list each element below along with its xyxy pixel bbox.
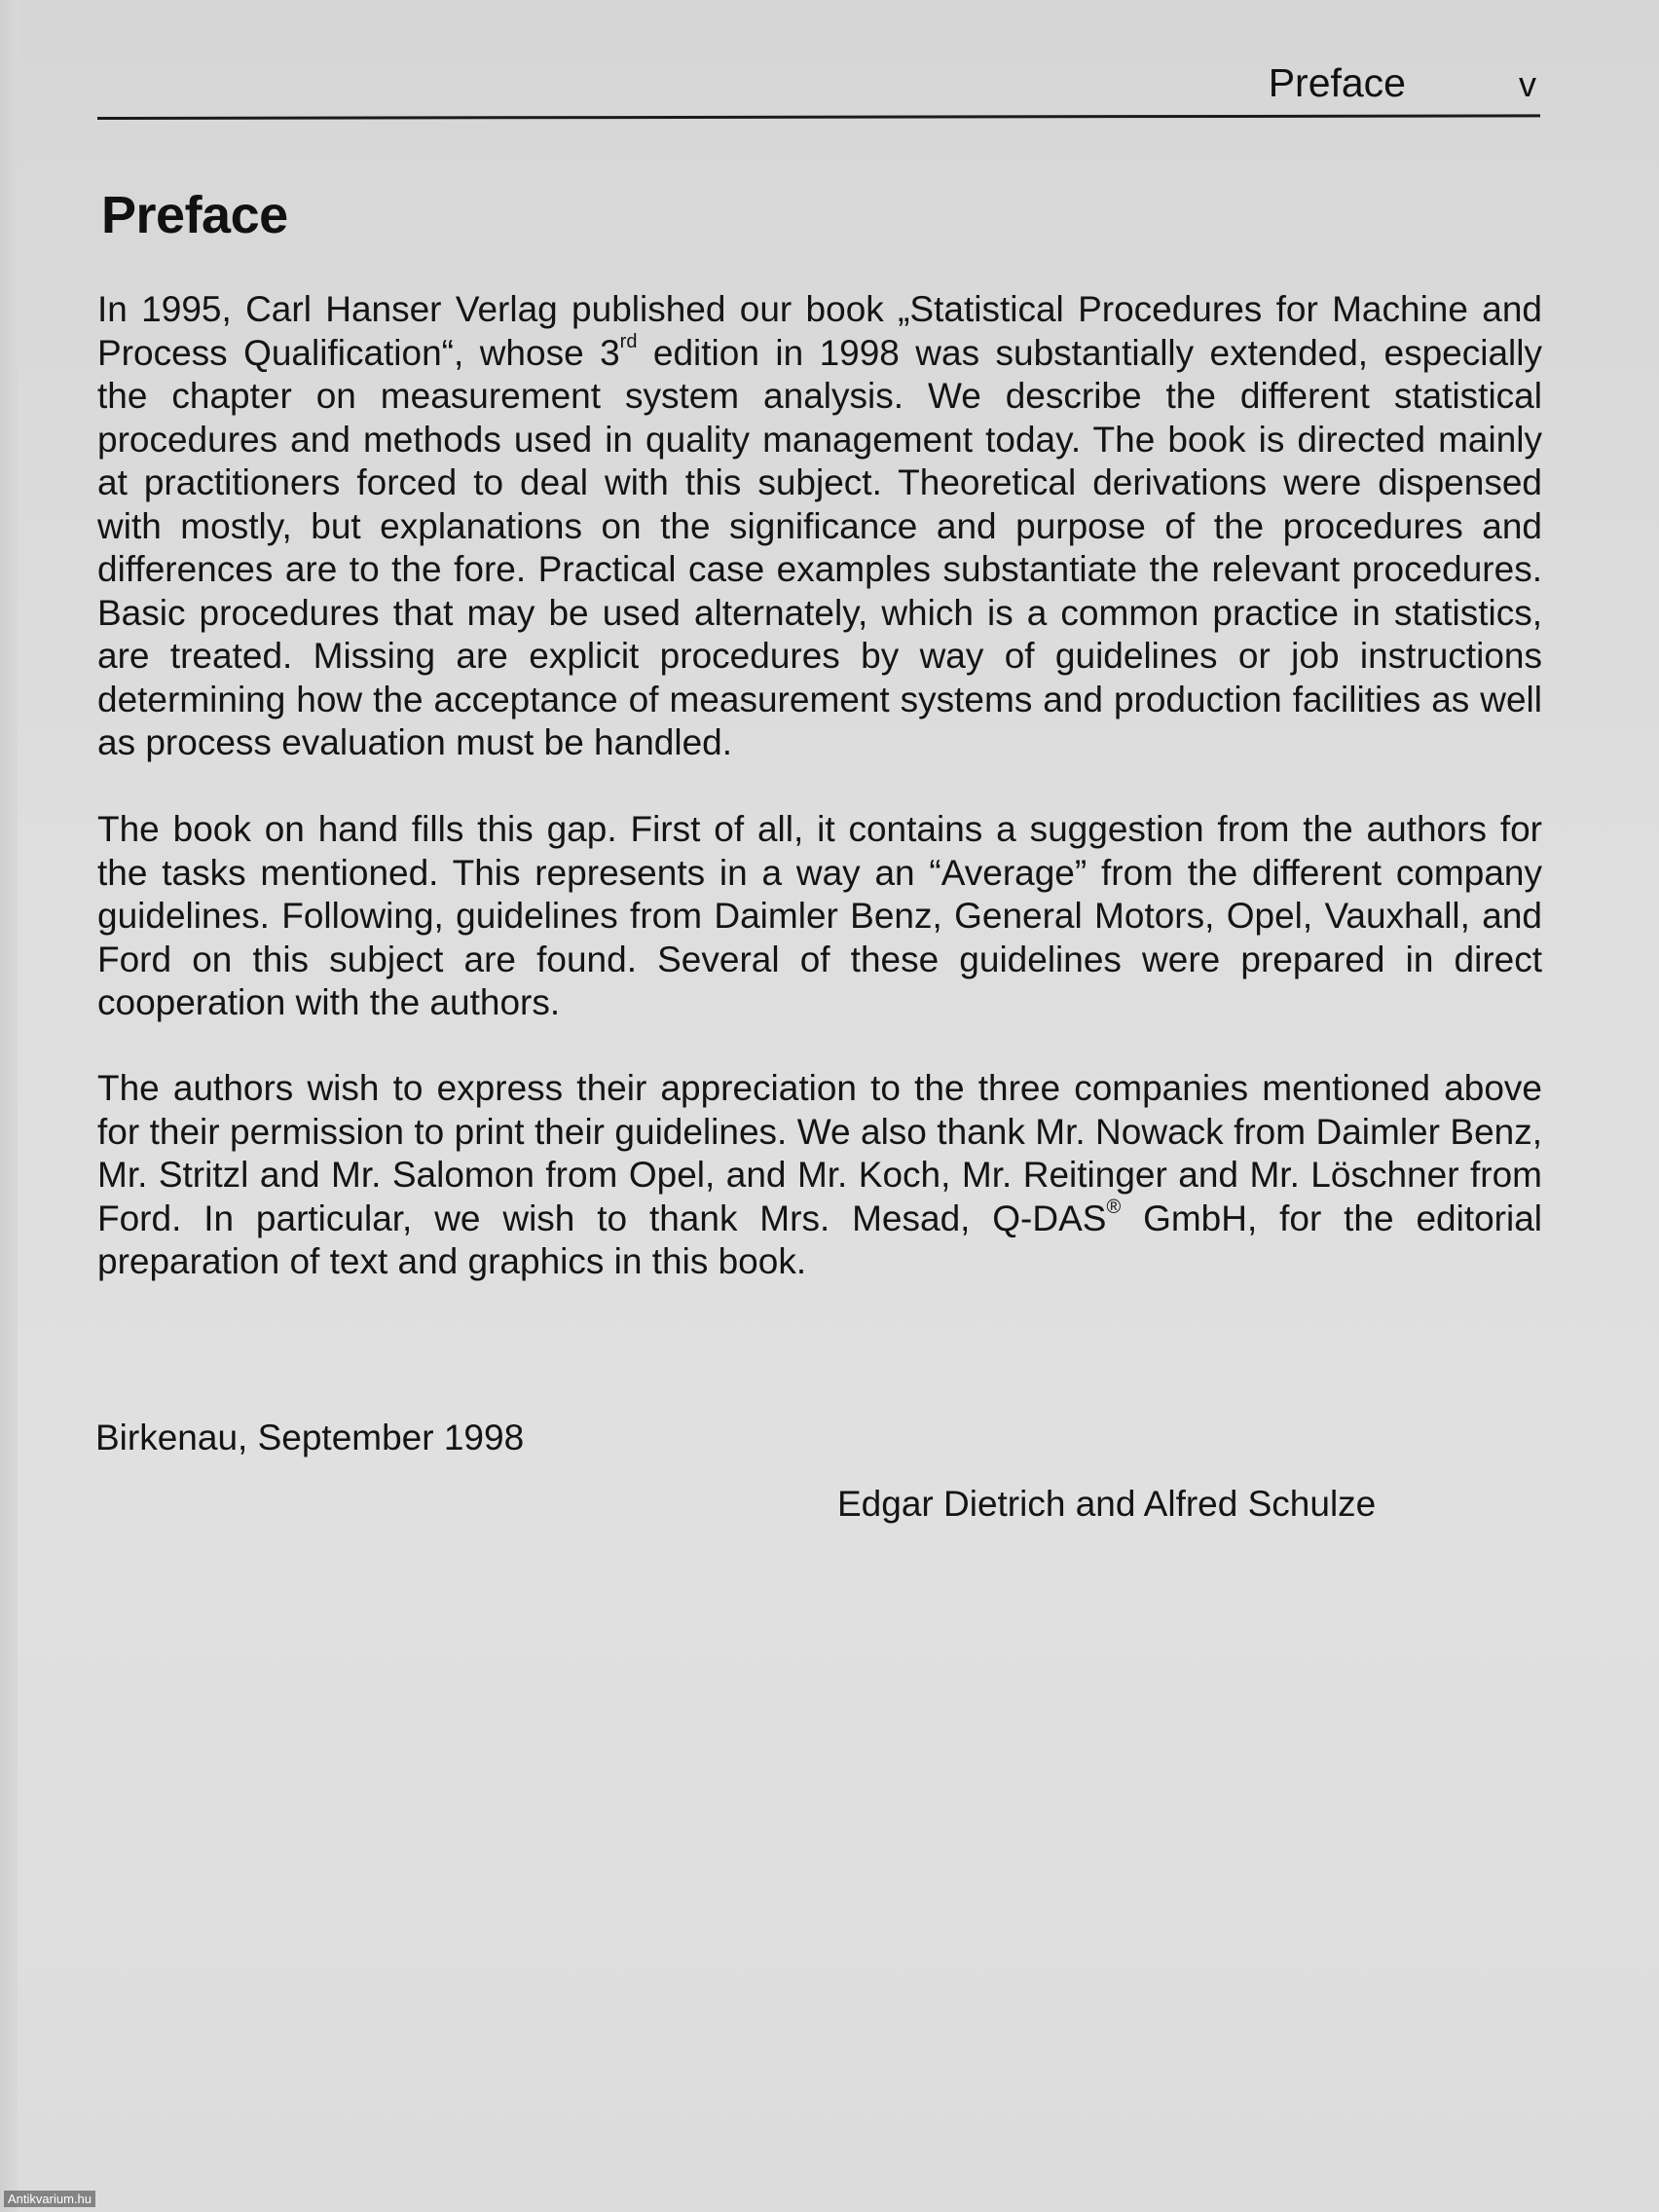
place-and-date: Birkenau, September 1998: [95, 1418, 525, 1457]
ordinal-superscript: rd: [619, 331, 638, 353]
paragraph-1-text-b: edition in 1998 was substantially extended, especially the chapter on measurement system analysis. We describe the different statistical procedures and methods used in quality management today. The book is directed mainly at practitioners forced to deal with this subject. Theoretical derivations were dispensed with mostly, but explanations on the significance and purpose of the procedures and differences are to the fore. Practical case examples substantiate the relevant procedures. Basic procedures that may be used alternately, which is a common practice in statistics, are treated. Missing are explicit procedures by way of guidelines or job instructions determining how the acceptance of measurement systems and production facilities as well as process evaluation must be handled.: [97, 332, 1542, 762]
page-binding-edge: [0, 0, 18, 2212]
running-header: [97, 55, 1540, 123]
paragraph-3: [97, 1067, 1542, 1284]
paragraph-1: [97, 288, 1542, 765]
watermark: Antikvarium.hu: [4, 2191, 95, 2207]
author-signature: Edgar Dietrich and Alfred Schulze: [837, 1484, 1377, 1524]
registered-mark: ®: [1106, 1197, 1122, 1219]
paragraph-3-text-a: The authors wish to express their appreciation to the three companies mentioned above for their permission to print their guidelines. We also thank Mr. Nowack from Daimler Benz, Mr. Stritzl and Mr. Salomon from Opel, and Mr. Koch, Mr. Reitinger and Mr. Löschner from Ford. In particular, we wish to thank Mrs. Mesad, Q-DAS: [97, 1068, 1542, 1238]
paragraph-2: The book on hand fills this gap. First of all, it contains a suggestion from the authors for the tasks mentioned. This represents in a way an “Average” from the different company guidelines. Following, guidelines from Daimler Benz, General Motors, Opel, Vauxhall, and Ford on this subject are found. Several of these guidelines were prepared in direct cooperation with the authors.: [97, 809, 1542, 1022]
running-header-title: Preface: [1268, 60, 1406, 105]
paragraph-1-text-a: In 1995, Carl Hanser Verlag published our book „Statistical Procedures for Machine and Process Qualification“, whose 3: [97, 289, 1542, 373]
page-title: Preface: [101, 186, 288, 244]
paragraph-3-text-b: GmbH, for the editorial preparation of text and graphics in this book.: [97, 1198, 1543, 1281]
page-number: v: [1519, 64, 1536, 104]
